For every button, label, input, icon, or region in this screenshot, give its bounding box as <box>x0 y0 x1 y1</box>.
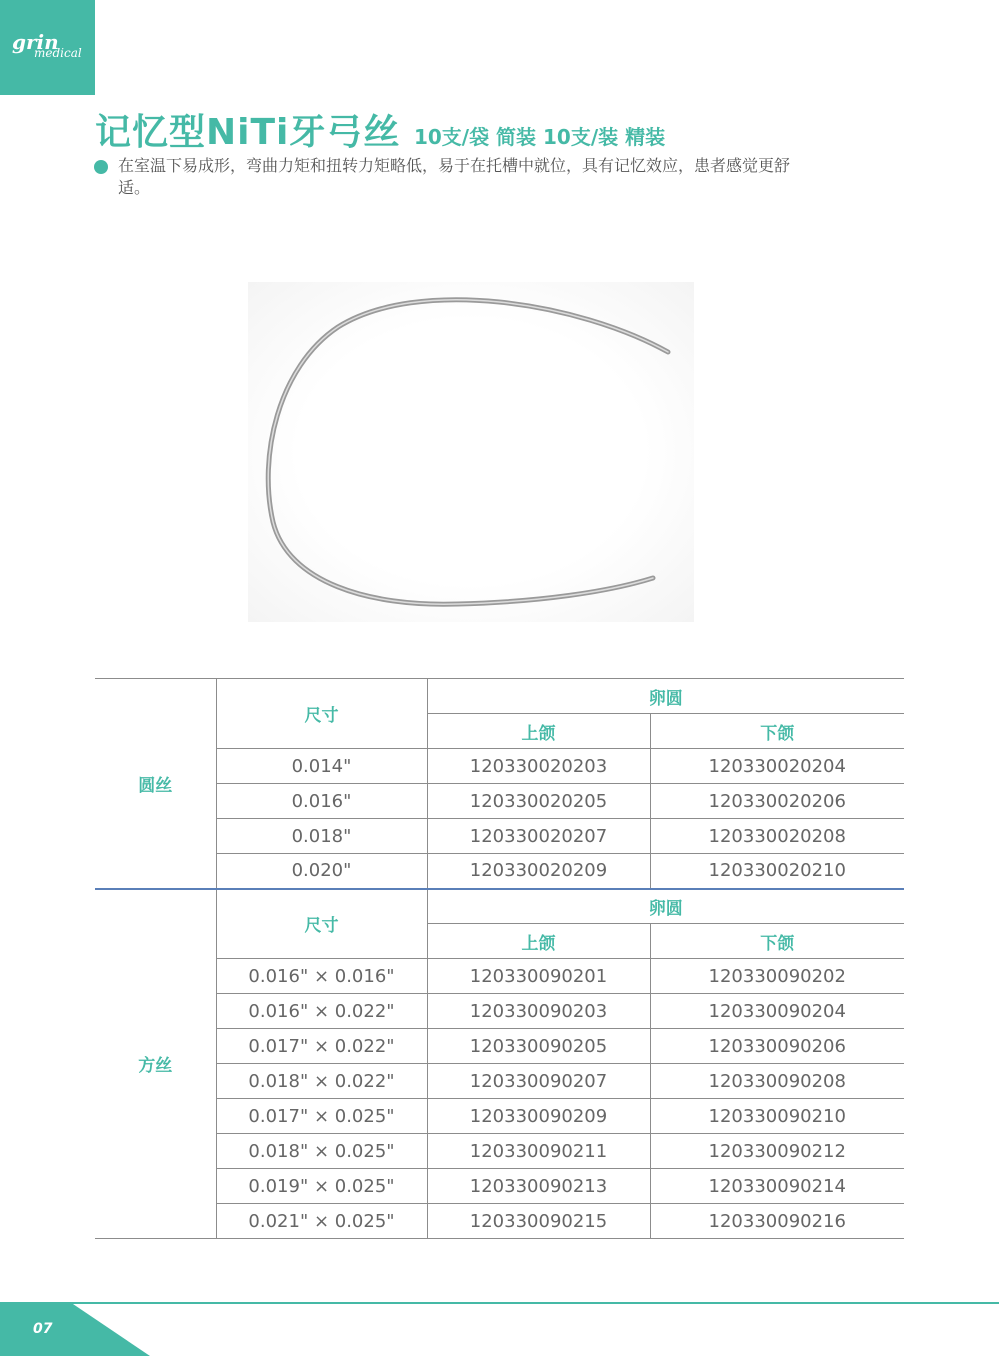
upper-code-cell: 120330090201 <box>427 959 650 994</box>
square-lower-header: 下颌 <box>650 924 904 959</box>
size-cell: 0.018" × 0.022" <box>216 1064 427 1099</box>
table-row <box>95 1169 904 1204</box>
lower-code-cell: 120330090214 <box>650 1169 904 1204</box>
page-subtitle: 10支/袋 简装 10支/装 精装 <box>413 125 666 149</box>
square-wire-label: 方丝 <box>95 889 216 1239</box>
lower-code-cell: 120330090216 <box>650 1204 904 1239</box>
table-row <box>95 959 904 994</box>
lower-code-cell: 120330020204 <box>650 749 904 784</box>
upper-code-cell: 120330020205 <box>427 784 650 819</box>
lower-code-cell: 120330020208 <box>650 819 904 854</box>
product-description: 在室温下易成形，弯曲力矩和扭转力矩略低，易于在托槽中就位，具有记忆效应，患者感觉更舒适。 <box>118 156 791 197</box>
size-cell: 0.018" <box>216 819 427 854</box>
table-row <box>95 784 904 819</box>
upper-code-cell: 120330090205 <box>427 1029 650 1064</box>
bullet-icon <box>94 160 108 174</box>
upper-code-cell: 120330090215 <box>427 1204 650 1239</box>
round-size-header: 尺寸 <box>216 679 427 749</box>
table-row <box>95 819 904 854</box>
upper-code-cell: 120330090209 <box>427 1099 650 1134</box>
size-cell: 0.017" × 0.022" <box>216 1029 427 1064</box>
upper-code-cell: 120330020203 <box>427 749 650 784</box>
square-shape-header: 卵圆 <box>427 889 904 924</box>
table-row <box>95 994 904 1029</box>
size-cell: 0.018" × 0.025" <box>216 1134 427 1169</box>
brand-logo: grin <box>12 30 59 54</box>
upper-code-cell: 120330090211 <box>427 1134 650 1169</box>
archwire-image <box>248 282 694 622</box>
lower-code-cell: 120330090208 <box>650 1064 904 1099</box>
lower-code-cell: 120330090210 <box>650 1099 904 1134</box>
upper-code-cell: 120330090203 <box>427 994 650 1029</box>
table-row <box>95 854 904 889</box>
upper-code-cell: 120330090207 <box>427 1064 650 1099</box>
lower-code-cell: 120330090202 <box>650 959 904 994</box>
round-wire-label: 圆丝 <box>95 679 216 889</box>
table-row <box>95 1029 904 1064</box>
size-cell: 0.017" × 0.025" <box>216 1099 427 1134</box>
table-row <box>95 1204 904 1239</box>
brand-logo-block <box>0 0 95 95</box>
square-upper-header: 上颌 <box>427 924 650 959</box>
lower-code-cell: 120330020206 <box>650 784 904 819</box>
size-cell: 0.016" <box>216 784 427 819</box>
product-table <box>95 678 904 1239</box>
round-shape-header: 卵圆 <box>427 679 904 714</box>
page-title-row <box>95 104 665 155</box>
square-size-header: 尺寸 <box>216 889 427 959</box>
lower-code-cell: 120330090204 <box>650 994 904 1029</box>
brand-logo-sub: medical <box>34 46 82 60</box>
table-row <box>95 1134 904 1169</box>
footer-tab <box>0 1302 150 1356</box>
size-cell: 0.016" × 0.022" <box>216 994 427 1029</box>
lower-code-cell: 120330090212 <box>650 1134 904 1169</box>
upper-code-cell: 120330020207 <box>427 819 650 854</box>
table-row <box>95 1064 904 1099</box>
size-cell: 0.016" × 0.016" <box>216 959 427 994</box>
round-header-row <box>95 679 904 714</box>
size-cell: 0.014" <box>216 749 427 784</box>
page-number: 07 <box>33 1321 53 1337</box>
table-row <box>95 1099 904 1134</box>
upper-code-cell: 120330090213 <box>427 1169 650 1204</box>
round-upper-header: 上颌 <box>427 714 650 749</box>
lower-code-cell: 120330020210 <box>650 854 904 889</box>
footer-divider <box>0 1302 999 1304</box>
page-title: 记忆型NiTi牙弓丝 <box>95 112 401 153</box>
round-lower-header: 下颌 <box>650 714 904 749</box>
size-cell: 0.020" <box>216 854 427 889</box>
upper-code-cell: 120330020209 <box>427 854 650 889</box>
size-cell: 0.021" × 0.025" <box>216 1204 427 1239</box>
square-header-row <box>95 889 904 924</box>
table-row <box>95 749 904 784</box>
size-cell: 0.019" × 0.025" <box>216 1169 427 1204</box>
lower-code-cell: 120330090206 <box>650 1029 904 1064</box>
